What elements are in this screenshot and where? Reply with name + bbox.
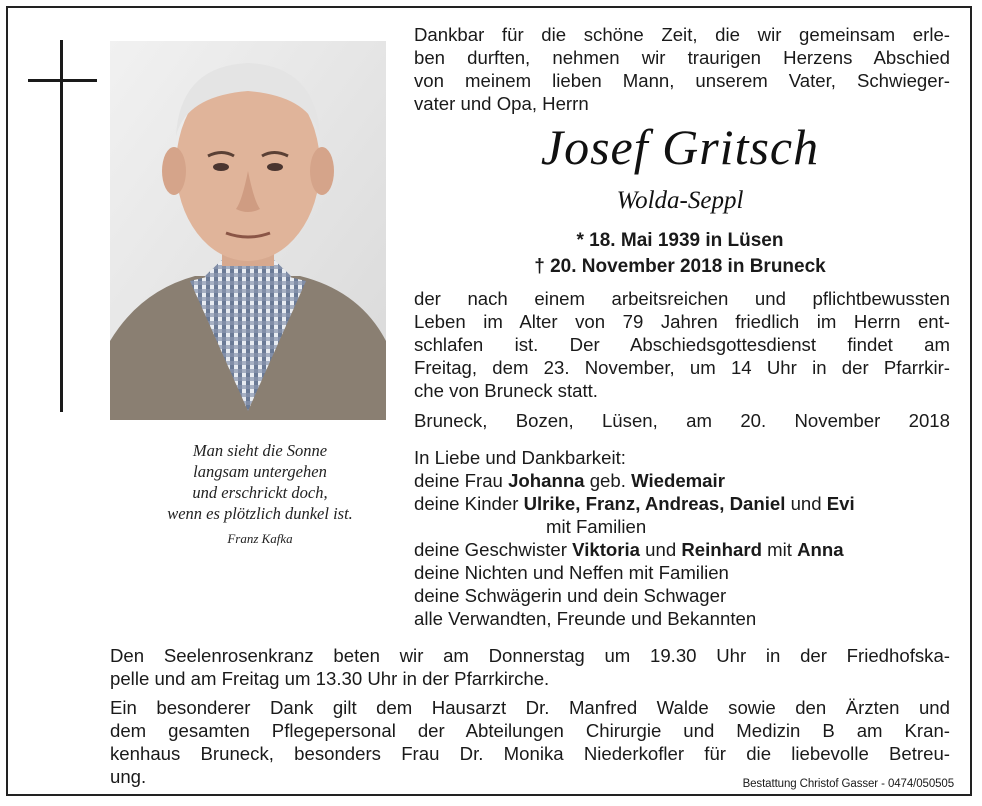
- funeral-home-credit: Bestattung Christof Gasser - 0474/050505: [742, 778, 954, 790]
- quote-author: Franz Kafka: [227, 531, 293, 546]
- quote-line: langsam untergehen: [193, 462, 327, 481]
- mourner-children: deine Kinder Ulrike, Franz, Andreas, Daniel und Evi: [414, 493, 855, 514]
- quote-line: wenn es plötzlich dunkel ist.: [167, 504, 353, 523]
- rosary-line: Den Seelenrosenkranz beten wir am Donnerstag um 19.30 Uhr in der Friedhofska-: [110, 645, 950, 666]
- body-line: schlafen ist. Der Abschiedsgottesdienst findet am: [414, 334, 950, 355]
- cross-icon-horizontal: [28, 79, 97, 82]
- intro-line: Dankbar für die schöne Zeit, die wir gemeinsam erle-: [414, 24, 950, 45]
- mourner-relatives: alle Verwandten, Freunde und Bekannten: [414, 608, 757, 629]
- mourner-nieces: deine Nichten und Neffen mit Familien: [414, 562, 729, 583]
- place-date: Bruneck, Bozen, Lüsen, am 20. November 2018: [414, 410, 950, 431]
- deceased-nickname: Wolda-Seppl: [616, 187, 744, 214]
- quote-line: Man sieht die Sonne: [192, 441, 328, 460]
- thanks-line: ung.: [110, 766, 147, 787]
- thanks-line: dem gesamten Pflegepersonal der Abteilungen Chirurgie und Medizin B am Kran-: [110, 720, 950, 741]
- intro-line: ben durften, nehmen wir traurigen Herzens Abschied: [414, 47, 950, 68]
- intro-line: von meinem lieben Mann, unserem Vater, Schwieger-: [414, 70, 950, 91]
- thanks-line: kenhaus Bruneck, besonders Frau Dr. Monika Niederkofler für die liebevolle Betreu-: [110, 743, 950, 764]
- body-line: che von Bruneck statt.: [414, 380, 598, 401]
- thanks-line: Ein besonderer Dank gilt dem Hausarzt Dr. Manfred Walde sowie den Ärzten und: [110, 697, 950, 718]
- mourner-siblings: deine Geschwister Viktoria und Reinhard mit Anna: [414, 539, 844, 560]
- death-date: † 20. November 2018 in Bruneck: [534, 256, 826, 277]
- body-line: Leben im Alter von 79 Jahren friedlich im Herrn ent-: [414, 311, 950, 332]
- mourner-wife: deine Frau Johanna geb. Wiedemair: [414, 470, 725, 491]
- mourner-with-families: mit Familien: [546, 516, 647, 537]
- rosary-line: pelle und am Freitag um 13.30 Uhr in der Pfarrkirche.: [110, 668, 550, 689]
- birth-date: * 18. Mai 1939 in Lüsen: [576, 230, 784, 251]
- quote-line: und erschrickt doch,: [192, 483, 328, 502]
- intro-line: vater und Opa, Herrn: [414, 93, 589, 114]
- deceased-name: Josef Gritsch: [540, 119, 820, 175]
- quote: [110, 440, 410, 524]
- portrait-photo: [110, 41, 386, 420]
- body-line: Freitag, dem 23. November, um 14 Uhr in der Pfarrkir-: [414, 357, 950, 378]
- cross-icon-vertical: [60, 40, 63, 412]
- mourner-inlaws: deine Schwägerin und dein Schwager: [414, 585, 727, 606]
- body-line: der nach einem arbeitsreichen und pflichtbewussten: [414, 288, 950, 309]
- mourners-heading: In Liebe und Dankbarkeit:: [414, 447, 626, 468]
